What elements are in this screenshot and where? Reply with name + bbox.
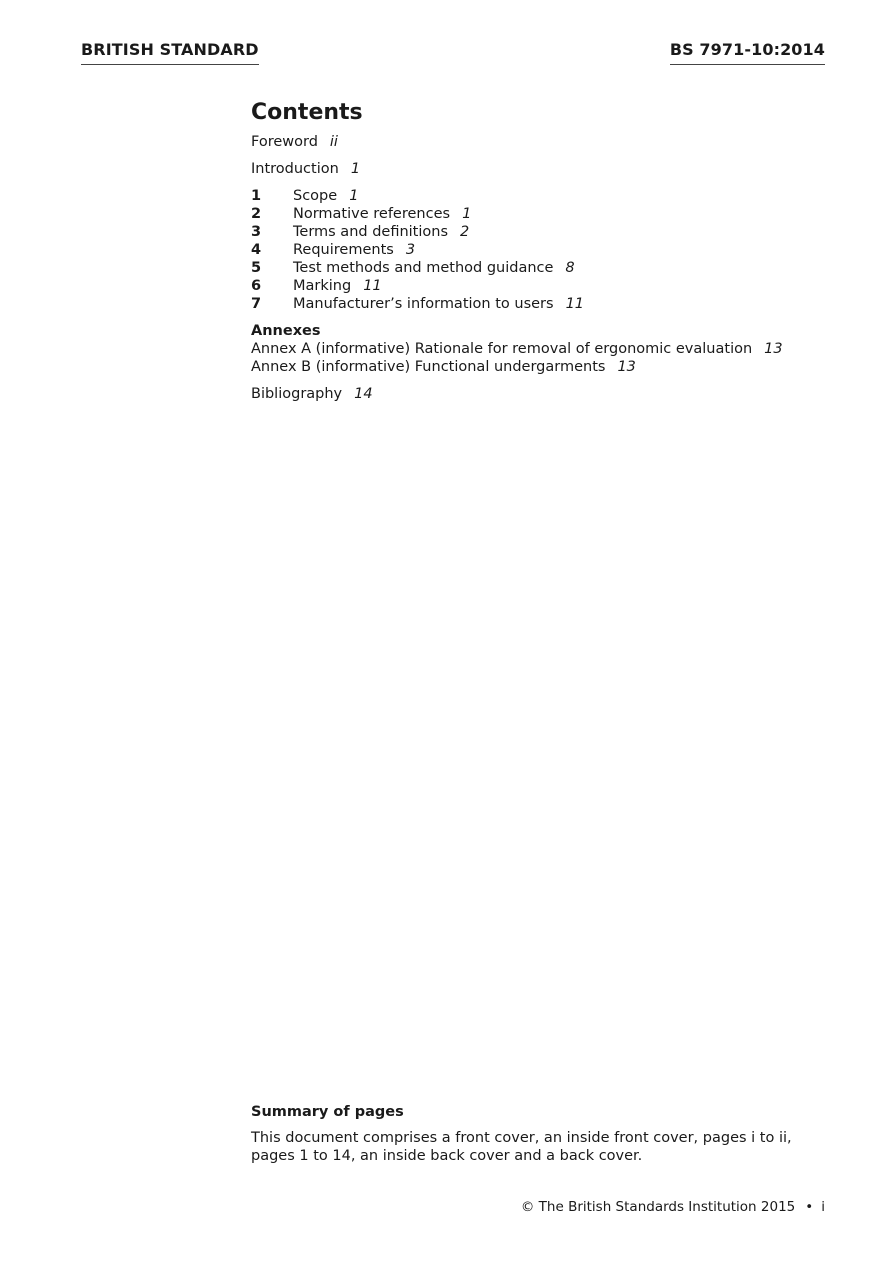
clause-label: Requirements bbox=[293, 242, 394, 258]
summary-text: This document comprises a front cover, an inside front cover, pages i to ii, pages 1 to 14, an inside back cover and a back cover. bbox=[251, 1130, 792, 1164]
header-right: BS 7971-10:2014 bbox=[670, 39, 825, 65]
summary-heading: Summary of pages bbox=[251, 1104, 404, 1120]
clause-number: 7 bbox=[251, 296, 262, 312]
toc-entry-introduction bbox=[251, 160, 831, 178]
clause-number: 4 bbox=[251, 242, 262, 258]
clause-label: Scope bbox=[293, 188, 338, 204]
clause-label: Marking bbox=[293, 278, 352, 294]
clause-label: Manufacturer’s information to users bbox=[293, 296, 554, 312]
toc-clause bbox=[251, 277, 831, 295]
toc-clauses bbox=[251, 187, 831, 313]
clause-label: Test methods and method guidance bbox=[293, 260, 554, 276]
contents-title: Contents bbox=[251, 100, 363, 125]
toc-annexes bbox=[251, 322, 831, 376]
annex-label: Annex A (informative) Rationale for removal of ergonomic evaluation bbox=[251, 341, 753, 357]
copyright-text: © The British Standards Institution 2015 bbox=[520, 1199, 796, 1215]
toc-clause bbox=[251, 187, 831, 205]
toc-label: Foreword bbox=[251, 134, 318, 150]
clause-page: 1 bbox=[349, 188, 359, 204]
clause-page: 1 bbox=[462, 206, 472, 222]
toc-annex bbox=[251, 358, 831, 376]
clause-page: 11 bbox=[363, 278, 382, 294]
toc-clause bbox=[251, 259, 831, 277]
clause-page: 2 bbox=[460, 224, 470, 240]
toc-clause bbox=[251, 223, 831, 241]
clause-number: 5 bbox=[251, 260, 262, 276]
clause-number: 1 bbox=[251, 188, 262, 204]
clause-page: 11 bbox=[565, 296, 585, 312]
clause-number: 6 bbox=[251, 278, 262, 294]
page-footer bbox=[521, 1198, 825, 1216]
clause-page: 3 bbox=[405, 242, 416, 258]
toc-page: ii bbox=[329, 134, 338, 150]
annex-page: 13 bbox=[617, 359, 636, 375]
toc-clause bbox=[251, 205, 831, 223]
summary-of-pages bbox=[251, 1103, 831, 1165]
annexes-heading: Annexes bbox=[251, 323, 321, 339]
bullet-separator: • bbox=[805, 1199, 814, 1215]
toc-page: 1 bbox=[350, 161, 361, 177]
toc-clause bbox=[251, 241, 831, 259]
toc-entry-bibliography bbox=[251, 385, 831, 403]
clause-label: Terms and definitions bbox=[293, 224, 449, 240]
clause-number: 3 bbox=[251, 224, 262, 240]
toc-label: Bibliography bbox=[251, 386, 343, 402]
clause-number: 2 bbox=[251, 206, 262, 222]
toc-annex bbox=[251, 340, 831, 358]
clause-label: Normative references bbox=[293, 206, 451, 222]
contents-section bbox=[251, 98, 831, 412]
annex-page: 13 bbox=[764, 341, 783, 357]
toc-page: 14 bbox=[354, 386, 373, 402]
annex-label: Annex B (informative) Functional undergarments bbox=[251, 359, 606, 375]
clause-page: 8 bbox=[565, 260, 575, 276]
toc-clause bbox=[251, 295, 831, 313]
toc-entry-foreword bbox=[251, 133, 831, 151]
toc-label: Introduction bbox=[251, 161, 339, 177]
page-number: i bbox=[821, 1199, 825, 1215]
header-left: BRITISH STANDARD bbox=[81, 39, 259, 65]
